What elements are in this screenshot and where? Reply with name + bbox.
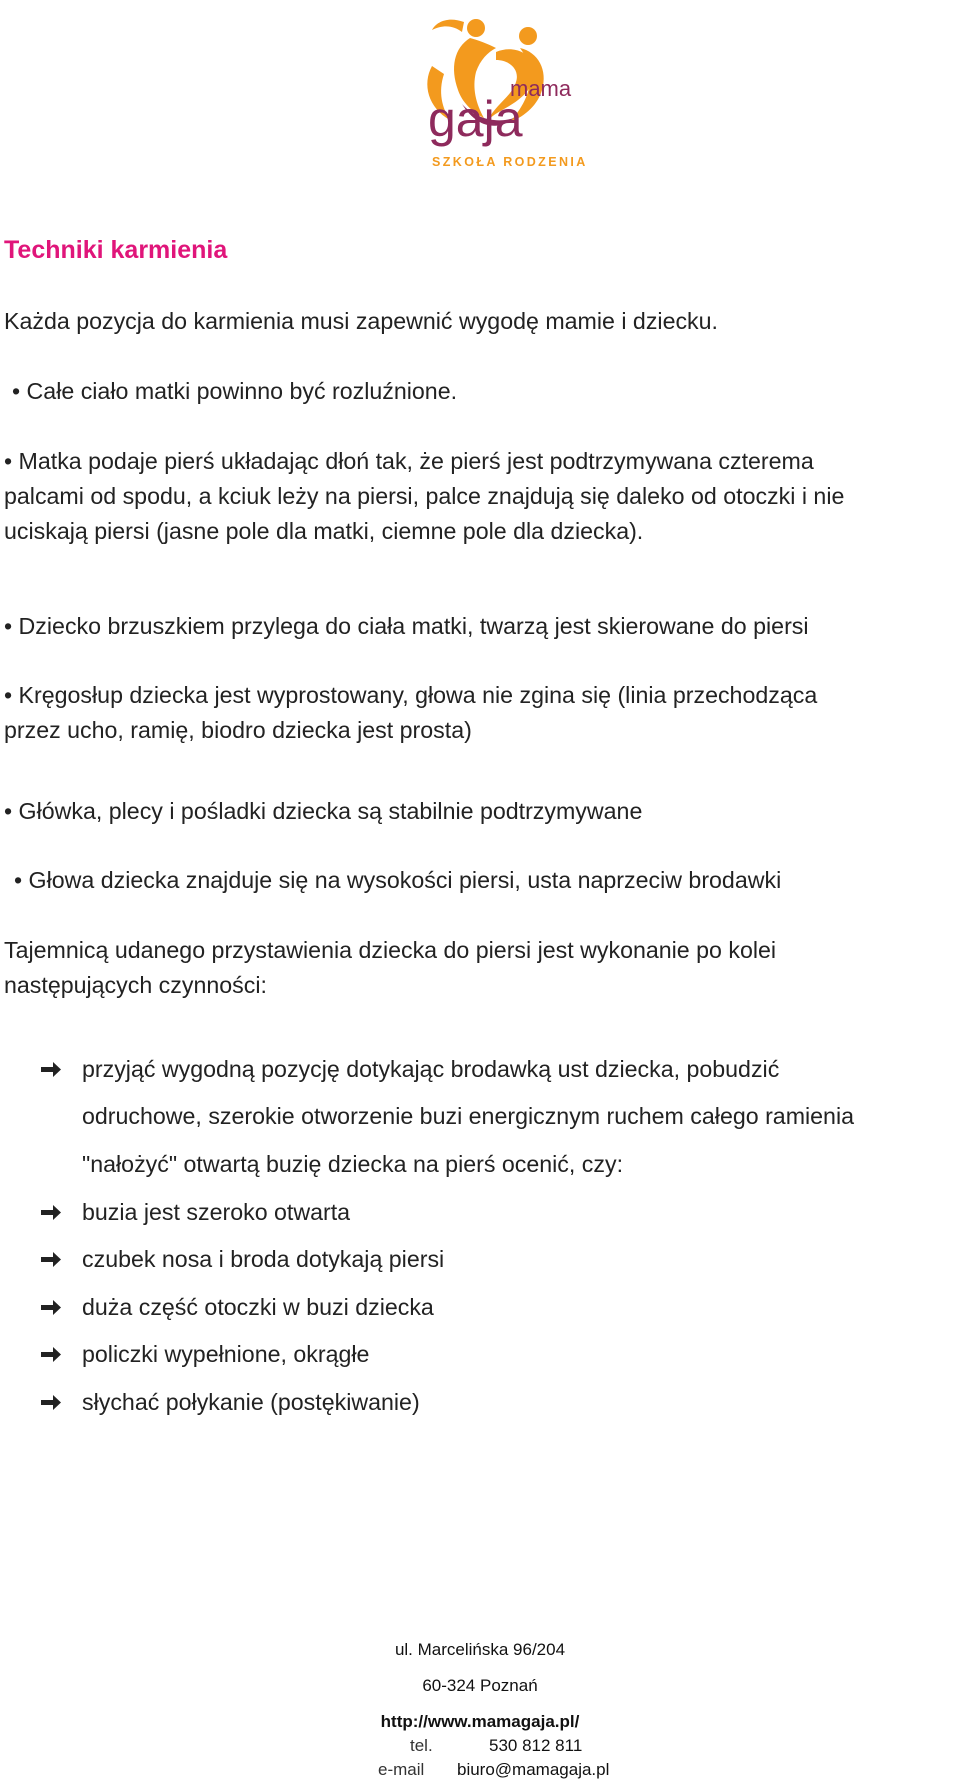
logo-word-mama: mama — [510, 76, 572, 101]
bullet-spine-straight — [4, 678, 817, 748]
bullet-line: palcami od spodu, a kciuk leży na piersi, palce znajdują się daleko od otoczki i nie — [4, 483, 845, 509]
footer-address: ul. Marcelińska 96/204 — [394, 1640, 566, 1659]
footer-city: 60-324 Poznań — [422, 1676, 538, 1695]
step-line: duża część otoczki w buzi dziecka — [82, 1294, 434, 1320]
step-line: buzia jest szeroko otwarta — [82, 1199, 351, 1225]
bullet-relaxed-body — [12, 374, 457, 409]
bullet-line: • Całe ciało matki powinno być rozluźnione. — [12, 378, 458, 404]
email-value[interactable]: biuro@mamagaja.pl — [457, 1760, 610, 1779]
bullet-head-support — [4, 794, 642, 829]
bullet-line: • Matka podaje pierś układając dłoń tak, że pierś jest podtrzymywana czterema — [4, 448, 814, 474]
mama-gaja-logo — [392, 8, 608, 178]
arrow-right-icon — [40, 1195, 62, 1230]
bullet-line: przez ucho, ramię, biodro dziecka jest prosta) — [4, 717, 472, 743]
step-line: "nałożyć" otwartą buzię dziecka na pierś ocenić, czy: — [82, 1151, 624, 1177]
footer-website-link[interactable]: http://www.mamagaja.pl/ — [380, 1712, 580, 1731]
arrow-right-icon — [40, 1242, 62, 1277]
bullet-hand-position — [4, 444, 844, 549]
phone-value[interactable]: 530 812 811 — [489, 1736, 583, 1755]
step-line: przyjąć wygodną pozycję dotykając brodawką ust dziecka, pobudzić — [82, 1056, 780, 1082]
bullet-head-height — [14, 863, 781, 898]
logo-word-gaja: gaja — [428, 91, 523, 147]
phone-label: tel. — [410, 1736, 433, 1755]
secret-line: Tajemnicą udanego przystawienia dziecka do piersi jest wykonanie po kolei — [4, 937, 777, 963]
step-line: słychać połykanie (postękiwanie) — [82, 1389, 420, 1415]
bullet-belly-contact — [4, 609, 809, 644]
intro-paragraph: Każda pozycja do karmienia musi zapewnić wygodę mamie i dziecku. — [4, 308, 718, 334]
email-label: e-mail — [378, 1760, 425, 1779]
page-title: Techniki karmienia — [4, 236, 228, 264]
secret-paragraph — [4, 933, 776, 1003]
step-line: policzki wypełnione, okrągłe — [82, 1341, 370, 1367]
bullet-line: • Główka, plecy i pośladki dziecka są stabilnie podtrzymywane — [4, 798, 643, 824]
bullet-line: uciskają piersi (jasne pole dla matki, ciemne pole dla dziecka). — [4, 518, 644, 544]
bullet-line: • Dziecko brzuszkiem przylega do ciała matki, twarzą jest skierowane do piersi — [4, 613, 809, 639]
step-line: odruchowe, szerokie otworzenie buzi energicznym ruchem całego ramienia — [82, 1103, 855, 1129]
arrow-right-icon — [40, 1385, 62, 1420]
logo-tagline: SZKOŁA RODZENIA — [432, 155, 588, 169]
arrow-right-icon — [40, 1290, 62, 1325]
logo-graphic — [392, 8, 608, 178]
arrow-right-icon — [40, 1052, 62, 1087]
arrow-right-icon — [40, 1337, 62, 1372]
secret-line: następujących czynności: — [4, 972, 267, 998]
bullet-line: • Kręgosłup dziecka jest wyprostowany, głowa nie zgina się (linia przechodząca — [4, 682, 818, 708]
step-line: czubek nosa i broda dotykają piersi — [82, 1246, 445, 1272]
bullet-line: • Głowa dziecka znajduje się na wysokości piersi, usta naprzeciw brodawki — [14, 867, 782, 893]
